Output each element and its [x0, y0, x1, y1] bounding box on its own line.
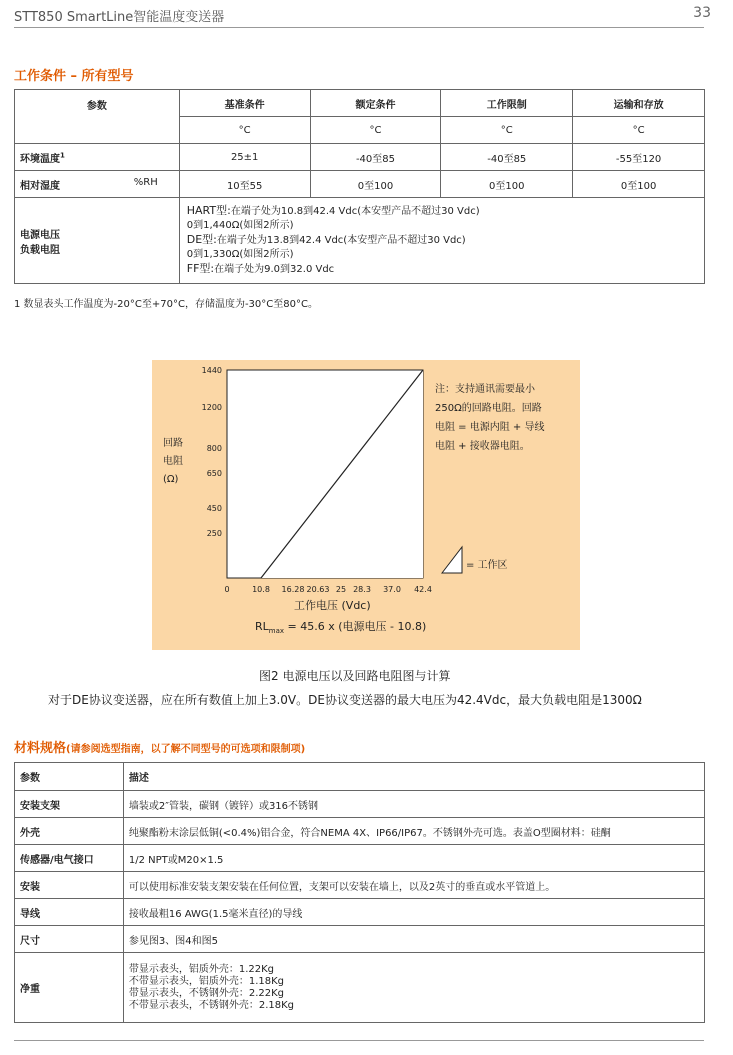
- param-cell: [15, 198, 180, 284]
- description-cell: 纯聚酯粉末涂层低铜(<0.4%)铝合金，符合NEMA 4X、IP66/IP67。不锈钢外壳可选。表盖O型圈材料：硅酮: [123, 818, 704, 845]
- value-cell: 0至100: [441, 171, 573, 198]
- description-cell: 墙装或2″管装，碳钢（镀锌）或316不锈钢: [123, 791, 704, 818]
- table-row: [15, 171, 705, 198]
- param-cell: 尺寸: [15, 926, 124, 953]
- power-line: [187, 248, 699, 262]
- table-row: [15, 926, 705, 953]
- column-header: 描述: [123, 763, 704, 791]
- unit-cell: °C: [441, 117, 573, 144]
- x-tick-label: 20.63: [306, 585, 330, 594]
- section-title-material-spec: [14, 737, 305, 756]
- y-label-line: (Ω): [163, 474, 179, 485]
- section-title-main: 材料规格: [14, 741, 67, 756]
- power-line-text: 在端子处为13.8到42.4 Vdc(本安型产品不超过30 Vdc): [216, 235, 466, 246]
- param-cell: 净重: [15, 953, 124, 1023]
- param-label: 电源电压: [20, 229, 60, 241]
- formula-body: = 45.6 x (电源电压 - 10.8): [284, 620, 427, 633]
- section-title-note: (请参阅选型指南，以了解不同型号的可选项和限制项): [66, 744, 306, 755]
- power-line: [187, 219, 699, 233]
- power-line-prefix: HART型:: [186, 204, 231, 217]
- param-label: 负载电阻: [20, 244, 60, 256]
- y-tick-label: 250: [206, 529, 222, 538]
- footnote-marker: 1: [60, 151, 65, 160]
- loop-resistance-chart: [152, 360, 580, 650]
- y-tick-label: 1440: [201, 366, 222, 375]
- unit-cell: °C: [310, 117, 441, 144]
- weight-line: 带显示表头，不锈钢外壳：2.22Kg: [128, 987, 285, 999]
- description-cell: 1/2 NPT或M20×1.5: [123, 845, 704, 872]
- value-cell: -55至120: [573, 144, 705, 171]
- table-row: [15, 791, 705, 818]
- param-unit: %RH: [133, 176, 158, 188]
- value-cell: 0至100: [573, 171, 705, 198]
- header-divider: [14, 27, 704, 28]
- table-row-power: [15, 198, 705, 284]
- figure-caption: 图2 电源电压以及回路电阻图与计算: [259, 669, 451, 683]
- param-cell: 传感器/电气接口: [15, 845, 124, 872]
- x-tick-label: 16.28: [281, 585, 305, 594]
- table-row: [15, 845, 705, 872]
- param-label: 环境温度: [20, 153, 60, 165]
- power-line-text: 在端子处为10.8到42.4 Vdc(本安型产品不超过30 Vdc): [230, 206, 480, 217]
- table-header-row: [15, 90, 705, 117]
- power-line: [187, 204, 699, 219]
- column-header: 参数: [15, 90, 180, 144]
- weight-line: 不带显示表头，不锈钢外壳：2.18Kg: [128, 999, 295, 1011]
- weight-line: 带显示表头，铝质外壳：1.22Kg: [128, 963, 275, 975]
- x-axis-label: 工作电压 (Vdc): [294, 599, 371, 612]
- column-header: 工作限制: [441, 90, 573, 117]
- description-cell: 参见图3、图4和图5: [123, 926, 704, 953]
- y-tick-label: 450: [206, 504, 222, 513]
- note-line: 250Ω的回路电阻。回路: [435, 403, 542, 414]
- y-tick-label: 800: [206, 444, 222, 453]
- power-line-text: 0到1,330Ω(如图2所示): [186, 249, 294, 260]
- table-row: [15, 818, 705, 845]
- x-tick-label: 10.8: [252, 585, 270, 594]
- power-line: [187, 262, 699, 277]
- footnote: 1 数显表头工作温度为-20°C至+70°C，存储温度为-30°C至80°C。: [14, 299, 318, 310]
- table-header-row: [15, 763, 705, 791]
- weight-line: 不带显示表头，铝质外壳：1.18Kg: [128, 975, 285, 987]
- description-cell: 接收最粗16 AWG(1.5毫米直径)的导线: [123, 899, 704, 926]
- column-header: 基准条件: [179, 90, 310, 117]
- figure-note: 对于DE协议变送器，应在所有数值上加上3.0V。DE协议变送器的最大电压为42.4Vdc，最大负载电阻是1300Ω: [48, 693, 642, 707]
- document-title: STT850 SmartLine智能温度变送器: [14, 10, 225, 25]
- operating-conditions-table: [14, 89, 705, 284]
- footer-divider: [14, 1040, 704, 1041]
- page-number: 33: [693, 5, 711, 21]
- param-cell: [15, 171, 180, 198]
- power-line-prefix: FF型:: [186, 262, 215, 275]
- value-cell: -40至85: [441, 144, 573, 171]
- power-line-text: 0到1,440Ω(如图2所示): [186, 220, 294, 231]
- power-line-text: 在端子处为9.0到32.0 Vdc: [214, 264, 335, 275]
- unit-cell: °C: [573, 117, 705, 144]
- section-title-operating-conditions: 工作条件 – 所有型号: [14, 69, 134, 84]
- formula-prefix: RL: [255, 620, 269, 633]
- param-label: 相对湿度: [20, 180, 60, 192]
- value-cell: 0至100: [310, 171, 441, 198]
- param-cell: 导线: [15, 899, 124, 926]
- description-cell: [123, 953, 704, 1023]
- y-label-line: 电阻: [163, 456, 183, 467]
- x-tick-label: 28.3: [353, 585, 371, 594]
- column-header: 额定条件: [310, 90, 441, 117]
- value-cell: 10至55: [179, 171, 310, 198]
- formula-subscript: max: [268, 627, 285, 635]
- param-cell: 外壳: [15, 818, 124, 845]
- x-tick-label: 42.4: [414, 585, 432, 594]
- description-cell: 可以使用标准安装支架安装在任何位置，支架可以安装在墙上，以及2英寸的垂直或水平管道上。: [123, 872, 704, 899]
- power-line-prefix: DE型:: [186, 233, 217, 246]
- param-cell: 安装支架: [15, 791, 124, 818]
- param-cell: [15, 144, 180, 171]
- table-row: [15, 144, 705, 171]
- chart-x-ticks: [224, 585, 431, 594]
- x-tick-label: 37.0: [383, 585, 401, 594]
- x-tick-label: 0: [224, 585, 230, 594]
- material-spec-table: [14, 762, 705, 1023]
- column-header: 参数: [15, 763, 124, 791]
- power-description-cell: [179, 198, 704, 284]
- column-header: 运输和存放: [573, 90, 705, 117]
- table-row: [15, 872, 705, 899]
- param-cell: 安装: [15, 872, 124, 899]
- table-row: [15, 899, 705, 926]
- power-line: [187, 233, 699, 248]
- x-tick-label: 25: [335, 585, 347, 594]
- legend-label: = 工作区: [466, 560, 508, 571]
- note-line: 电阻 = 电源内阻 + 导线: [435, 422, 545, 433]
- unit-cell: °C: [179, 117, 310, 144]
- value-cell: 25±1: [179, 144, 310, 171]
- y-tick-label: 650: [206, 469, 222, 478]
- note-line: 电阻 + 接收器电阻。: [435, 441, 530, 452]
- table-row: [15, 953, 705, 1023]
- value-cell: -40至85: [310, 144, 441, 171]
- y-tick-label: 1200: [201, 403, 222, 412]
- y-label-line: 回路: [163, 438, 183, 449]
- note-line: 注：支持通讯需要最小: [435, 384, 535, 395]
